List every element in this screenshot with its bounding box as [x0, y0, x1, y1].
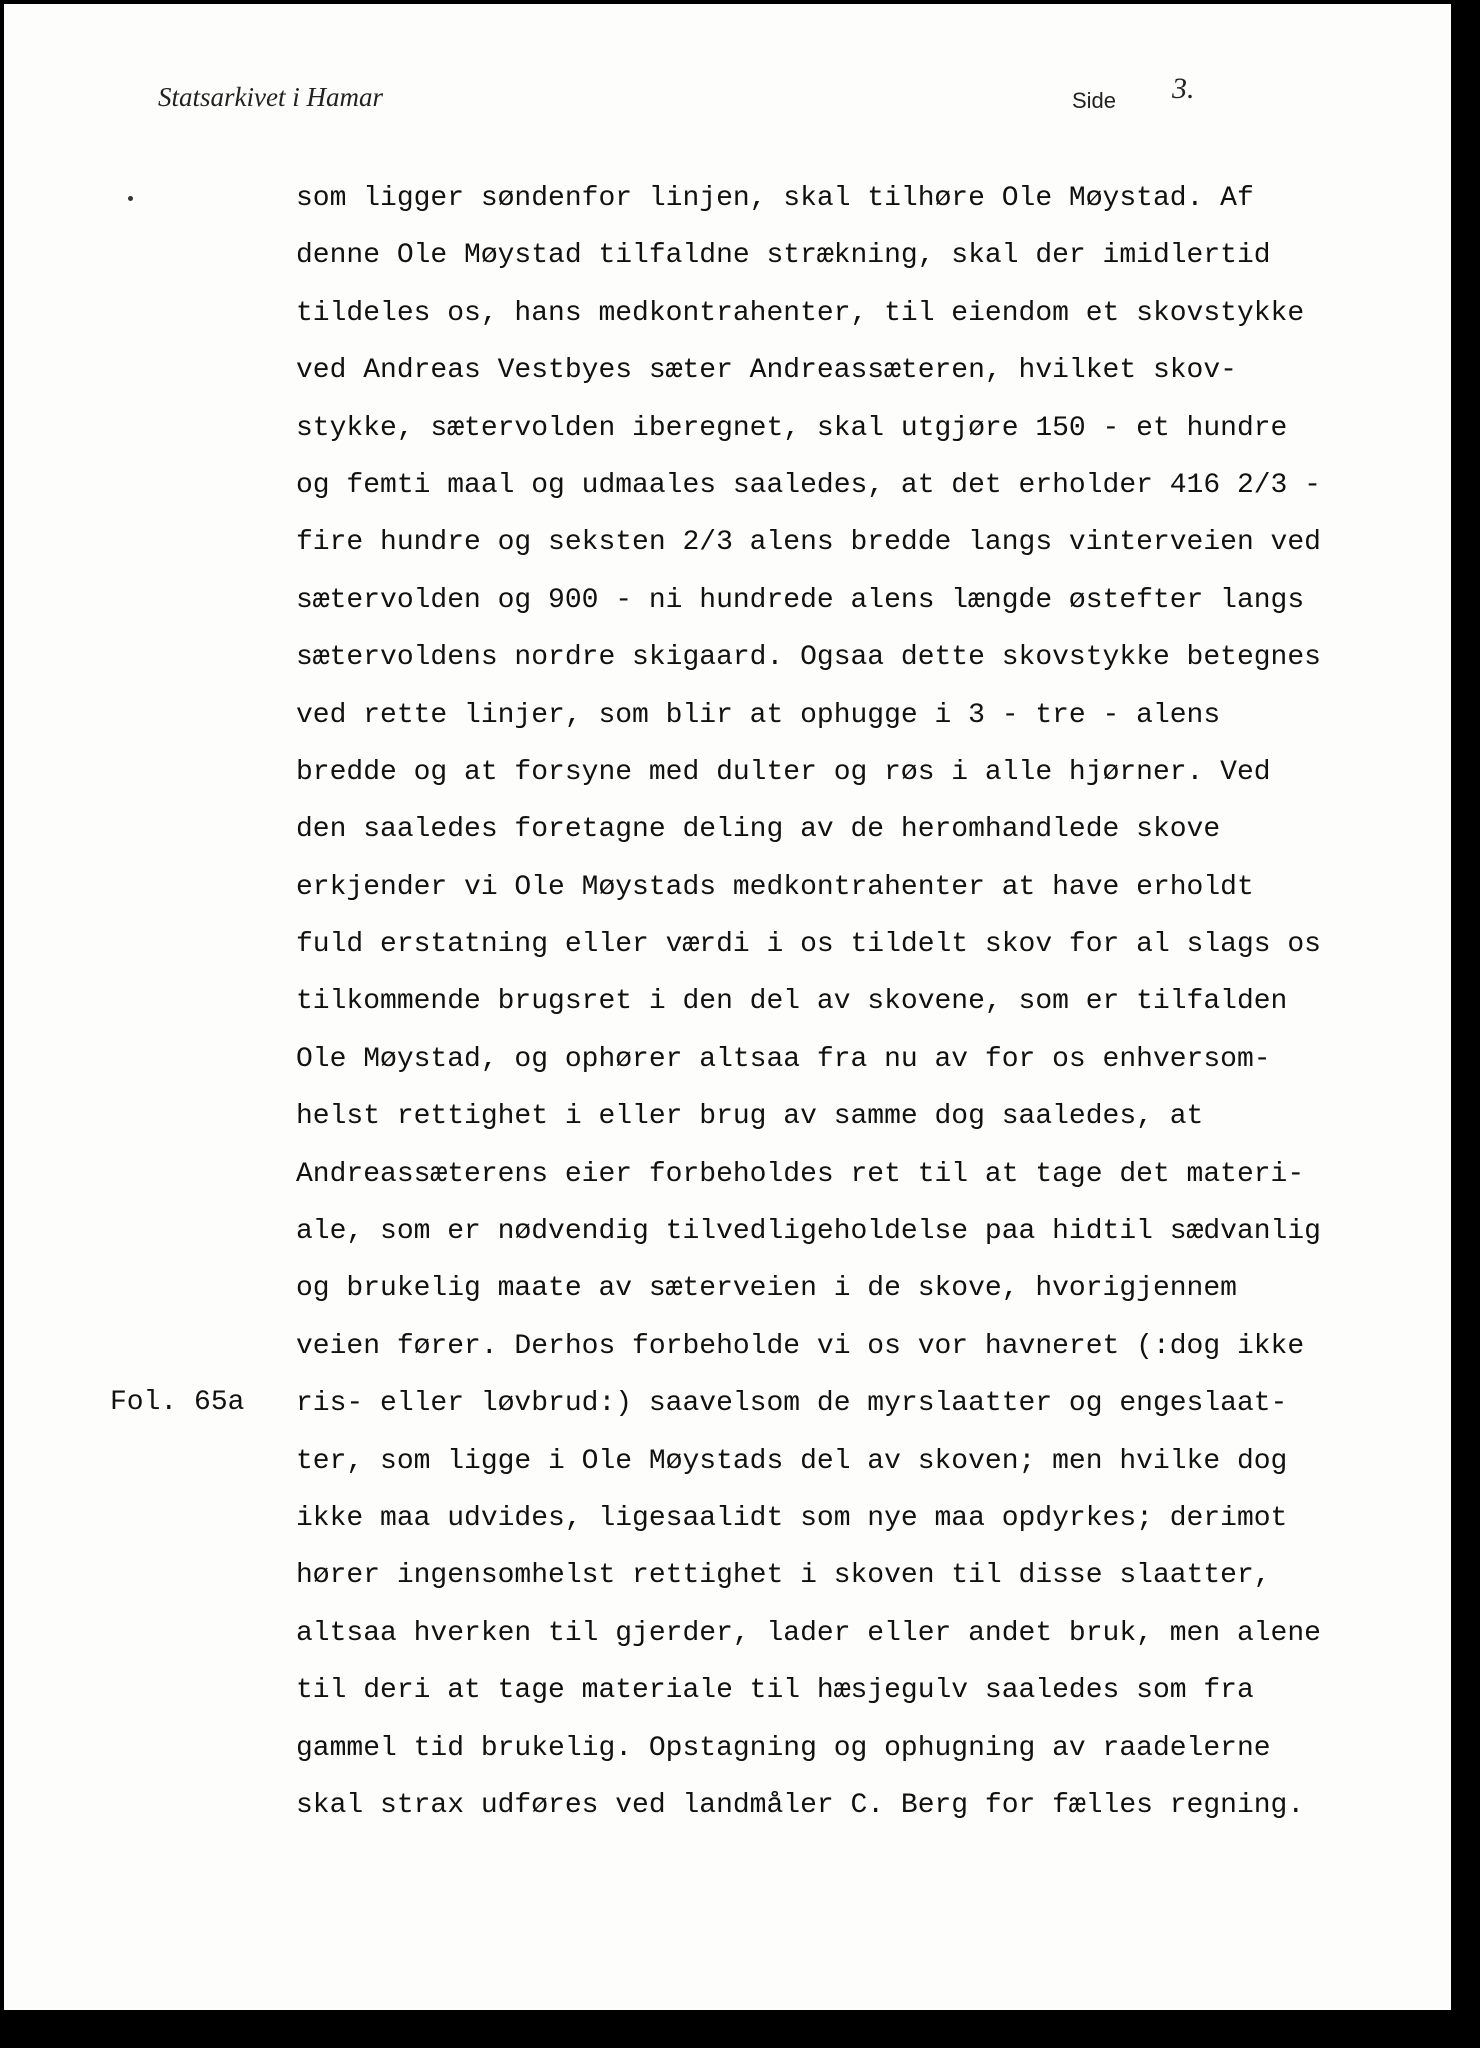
text-line: ved rette linjer, som blir at ophugge i 3 - tre - alens: [296, 699, 1221, 731]
text-line: tilkommende brugsret i den del av skovene, som er tilfalden: [296, 986, 1288, 1018]
document-body: [296, 170, 1321, 1834]
text-line: sætervolden og 900 - ni hundrede alens længde østefter langs: [296, 584, 1305, 616]
text-line: altsaa hverken til gjerder, lader eller andet bruk, men alene: [296, 1617, 1321, 1649]
text-line: Andreassæterens eier forbeholdes ret til at tage det materi-: [296, 1158, 1305, 1190]
text-line: ikke maa udvides, ligesaalidt som nye maa opdyrkes; derimot: [296, 1502, 1288, 1534]
text-line: denne Ole Møystad tilfaldne strækning, skal der imidlertid: [296, 240, 1271, 272]
text-line: skal strax udføres ved landmåler C. Berg for fælles regning.: [296, 1789, 1305, 1821]
text-line: fuld erstatning eller værdi i os tildelt skov for al slags os: [296, 929, 1321, 961]
text-line: ter, som ligge i Ole Møystads del av skoven; men hvilke dog: [296, 1445, 1288, 1477]
text-line: bredde og at forsyne med dulter og røs i alle hjørner. Ved: [296, 756, 1271, 788]
text-line: gammel tid brukelig. Opstagning og ophugning av raadelerne: [296, 1732, 1271, 1764]
text-line: Ole Møystad, og ophører altsaa fra nu av for os enhversom-: [296, 1043, 1271, 1075]
folio-margin-note: Fol. 65a: [110, 1387, 245, 1418]
text-line: ved Andreas Vestbyes sæter Andreassæteren, hvilket skov-: [296, 355, 1237, 387]
page-number: 3.: [1172, 72, 1195, 105]
text-line: veien fører. Derhos forbeholde vi os vor havneret (:dog ikke: [296, 1330, 1305, 1362]
text-line: ale, som er nødvendig tilvedligeholdelse paa hidtil sædvanlig: [296, 1216, 1321, 1248]
margin-dot: [128, 196, 133, 201]
document-page: [4, 4, 1451, 2010]
text-line: helst rettighet i eller brug av samme dog saaledes, at: [296, 1101, 1204, 1133]
text-line: og brukelig maate av sæterveien i de skove, hvorigjennem: [296, 1273, 1237, 1305]
archive-header: Statsarkivet i Hamar: [158, 82, 383, 112]
page-label: Side: [1072, 88, 1117, 113]
text-line: ris- eller løvbrud:) saavelsom de myrslaatter og engeslaat-: [296, 1388, 1288, 1420]
text-line: til deri at tage materiale til hæsjegulv saaledes som fra: [296, 1675, 1254, 1707]
text-line: erkjender vi Ole Møystads medkontrahenter at have erholdt: [296, 871, 1254, 903]
text-line: og femti maal og udmaales saaledes, at det erholder 416 2/3 -: [296, 469, 1321, 501]
text-line: stykke, sætervolden iberegnet, skal utgjøre 150 - et hundre: [296, 412, 1288, 444]
text-line: tildeles os, hans medkontrahenter, til eiendom et skovstykke: [296, 297, 1305, 329]
text-line: hører ingensomhelst rettighet i skoven til disse slaatter,: [296, 1560, 1271, 1592]
text-line: som ligger søndenfor linjen, skal tilhøre Ole Møystad. Af: [296, 183, 1254, 214]
text-line: den saaledes foretagne deling av de heromhandlede skove: [296, 814, 1221, 846]
text-line: fire hundre og seksten 2/3 alens bredde langs vinterveien ved: [296, 527, 1321, 559]
text-line: sætervoldens nordre skigaard. Ogsaa dette skovstykke betegnes: [296, 642, 1321, 674]
